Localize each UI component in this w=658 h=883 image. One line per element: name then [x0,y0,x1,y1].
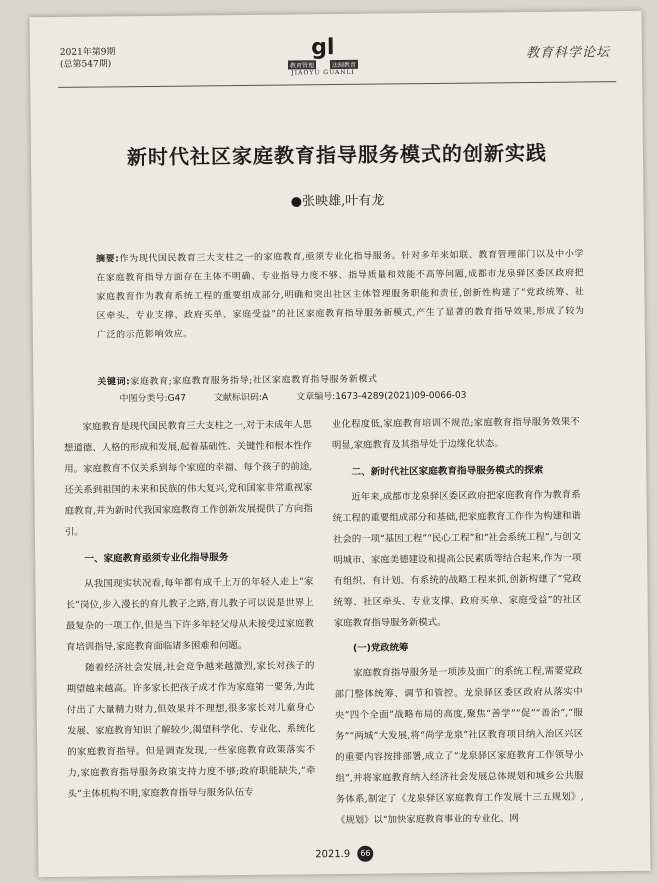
logo-mark: gl [311,35,335,61]
section-name: 教育科学论坛 [525,45,610,62]
logo-left-text: 教育管理 [288,60,316,69]
page-footer [38,843,650,865]
paragraph: 从我国现实状况看,每年都有成千上万的年轻人走上“家长”岗位,步入漫长的育儿教子之路,育儿教子可以说是世界上最复杂的一项工作,但是当下许多年轻父母从未接受过家庭教育培训指导,家庭教育面临诸多困难和问题。 [65,576,314,653]
header-rule [58,81,616,88]
paragraph: 业化程度低,家庭教育培训不规范;家庭教育指导服务效果不明显,家庭教育及其指导处于边缘化状态。 [331,416,580,452]
article-authors: ●张映雄,叶有龙 [290,193,385,210]
keywords-text: 家庭教育;家庭教育服务指导;社区家庭教育指导服务新模式 [130,374,378,388]
logo-right-text: 法制教育 [330,60,358,69]
classification-info [119,386,585,404]
issue-info [60,46,116,71]
article-number: 文章编号:1673-4289(2021)09-0066-03 [296,390,467,403]
abstract [96,245,585,345]
abstract-text: 作为现代国民教育三大支柱之一的家庭教育,亟须专业化指导服务。针对多年来如联、教育管理部门以及中小学在家庭教育指导方面存在主体不明确、专业指导力度不够、指导质量和效能不高等问题,成都市龙泉驿区委区政府把家庭教育作为教育系统工程的重要组成部分,明确和突出社区主体管理服务职能和责任,创新性构建了“党政统筹、社区牵头、专业支撑、政府买单、家庭受益”的社区家庭教育指导服务新模式,产生了显著的教育指导效果,形成了较为广泛的示范影响效应。 [96,249,585,341]
page-number: 66 [357,846,373,862]
document-code: 文献标识码:A [213,392,269,404]
journal-logo [288,36,358,77]
paragraph: 家庭教育是现代国民教育三大支柱之一,对于未成年人思想道德、人格的形成和发展,起着基础性、关键性和根本性作用。家庭教育不仅关系到每个家庭的幸福、每个孩子的前途,还关系到祖国的未来和民族的伟大复兴,党和国家非常重视家庭教育,并为新时代我国家庭教育工作创新发展提供了方向指引。 [63,419,313,538]
left-column [64,414,316,805]
keywords [97,369,585,387]
paragraph: 家庭教育指导服务是一项涉及面广的系统工程,需要党政部门整体统筹、调节和管控。龙泉驿区委区政府从落实中央“四个全面”战略布局的高度,聚焦“善学”“促”“善治”,“服务”“两城”大发展,将“尚学龙泉”社区教育项目纳入治区兴区的重要内容按排部署,成立了“龙泉驿区家庭教育工作领导小组”,并将家庭教育纳入经济社会发展总体规划和城乡公共服务体系,制定了《龙泉驿区家庭教育工作发展十三五规划》,《规划》以“加快家庭教育事业的专业化、网 [334,665,584,827]
issue-total: (总第547期) [59,59,112,70]
clc-number: 中图分类号:G47 [119,393,187,405]
section-heading: 二、新时代社区家庭教育指导服务模式的探索 [351,464,544,478]
footer-date: 2021.9 [315,848,351,861]
subsection-heading: (一)党政统筹 [352,642,409,654]
paragraph: 近年来,成都市龙泉驿区委区政府把家庭教育作为教育系统工程的重要组成部分和基础,把家庭教育工作作为构建和谐社会的一项“基因工程”“民心工程”和“社会系统工程”,与创文明城市、家庭美德建设和提高公民素质等结合起来,作为一项有组织、有计划、有系统的战略工程来抓,创新构建了“党政统筹、社区牵头、专业支撑、政府买单、家庭受益”的社区家庭教育指导服务新模式。 [332,489,582,630]
article-title: 新时代社区家庭教育指导服务模式的创新实践 [126,140,548,170]
journal-page [30,11,651,877]
abstract-label: 摘要: [96,254,120,265]
keywords-label: 关键词: [97,377,131,388]
right-column [332,411,584,831]
issue-number: 2021年第9期 [59,47,116,58]
logo-pinyin: JIAOYU GUANLI [291,68,355,77]
section-heading: 一、家庭教育亟须专业化指导服务 [84,552,229,565]
paragraph: 随着经济社会发展,社会竞争越来越激烈,家长对孩子的期望越来越高。许多家长把孩子成才作为家庭第一要务,为此付出了大量精力财力,但效果并不理想,很多家长对儿童身心发展、家庭教育知识了解较少,渴望科学化、专业化、系统化的家庭教育指导。但是调查发现,一些家庭教育政策落实不力,家庭教育指导服务政策支持力度不够;政府职能缺失,“牵头”主体机构不明,家庭教育指导与服务队伍专 [66,660,316,800]
